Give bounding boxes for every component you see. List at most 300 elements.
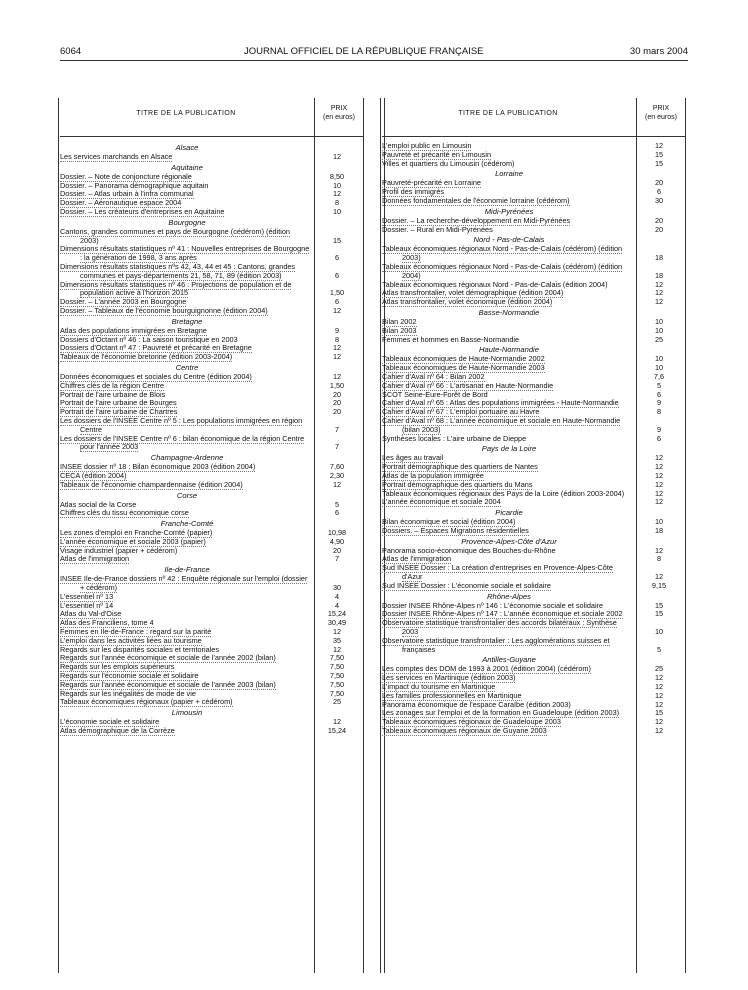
publication-price: 12 (654, 673, 664, 683)
publication-title: Regards sur les inégalités de mode de vie (60, 689, 196, 698)
publication-price: 1,50 (329, 380, 345, 390)
publication-title: Dimensions résultats statistiques nº 46 : Projections de population et de population active à l'horizon 2015 (60, 280, 292, 298)
price-column-label: PRIX (en euros) (323, 105, 355, 121)
publication-row (60, 463, 364, 472)
publication-row (60, 628, 364, 637)
publication-price: 20 (332, 389, 342, 399)
publication-row (60, 646, 364, 655)
publication-row (382, 408, 686, 417)
publication-price: 18 (654, 525, 664, 535)
publication-title: Atlas de l'immigration (382, 555, 452, 564)
publication-row (382, 263, 686, 281)
publication-title: Dossiers d'Octant nº 47 : Pauvreté et précarité en Bretagne (60, 344, 252, 353)
publication-row (60, 344, 364, 353)
publication-row (60, 727, 364, 736)
region-heading: Champagne-Ardenne (150, 453, 224, 463)
publication-title: L'essentiel nº 14 (60, 601, 114, 610)
publication-row (382, 610, 686, 619)
publication-row (60, 529, 364, 538)
page-header (60, 46, 688, 60)
publication-row (60, 501, 364, 510)
publication-row (382, 490, 686, 499)
publication-row (382, 318, 686, 327)
publication-title: Tableaux économiques de Haute-Normandie 2002 (382, 355, 545, 364)
publication-title: CECA (édition 2004) (60, 471, 127, 480)
publication-row (60, 199, 364, 208)
publication-title: Dossier. – Note de conjoncture régionale (60, 172, 192, 181)
publication-title: Atlas transfrontalier, volet démographique (édition 2004) (382, 289, 564, 298)
publication-price: 35 (332, 635, 342, 645)
publication-title: Tableaux de l'économie champardennaise (édition 2004) (60, 480, 243, 489)
publication-title: Atlas des Franciliens, tome 4 (60, 619, 154, 628)
publication-row (60, 173, 364, 182)
publication-price: 15 (332, 235, 342, 245)
publication-title: Dossier. – Rural en Midi-Pyrénées (382, 225, 493, 234)
publication-title: Atlas transfrontalier, volet économique (édition 2004) (382, 298, 553, 307)
publication-title: Les zonages sur l'emploi et de la formation en Guadeloupe (édition 2003) (382, 709, 620, 718)
publication-row (382, 727, 686, 736)
publication-title: Dossier. – Les créateurs d'entreprises en Aquitaine (60, 207, 225, 216)
publication-price: 12 (654, 497, 664, 507)
publication-title: Atlas social de la Corse (60, 500, 137, 509)
publication-price: 6 (334, 297, 340, 307)
publication-row (382, 619, 686, 637)
publication-price: 10 (332, 180, 342, 190)
publication-row (382, 197, 686, 206)
publication-title: Regards sur les emplois supérieurs (60, 663, 175, 672)
publication-price: 20 (332, 398, 342, 408)
publication-title: Données économiques et sociales du Centre (édition 2004) (60, 372, 252, 381)
publication-price: 25 (332, 697, 342, 707)
region-heading: Franche-Comté (160, 519, 214, 529)
publication-row (60, 672, 364, 681)
region-heading: Midi-Pyrénées (484, 206, 534, 216)
publication-price: 12 (654, 279, 664, 289)
publication-price: 6 (334, 508, 340, 518)
publication-price: 12 (654, 297, 664, 307)
publication-price: 12 (332, 352, 342, 362)
region-heading: Lorraine (495, 169, 523, 179)
publication-title: Dossier INSEE Rhône-Alpes nº 146 : L'économie sociale et solidaire (382, 601, 604, 610)
publication-title: Les services en Martinique (édition 2003) (382, 674, 516, 683)
publication-title: L'emploi public en Limousin (382, 142, 472, 150)
publication-price: 15 (654, 158, 664, 168)
region-heading: Bretagne (171, 316, 203, 326)
publication-title: Cahier d'Aval nº 64 : Bilan 2002 (382, 372, 485, 381)
publication-title: Observatoire statistique transfrontalier des accords bilatéraux : Synthèse 2003 (382, 619, 617, 637)
publication-row (60, 698, 364, 707)
region-heading: Limousin (171, 708, 203, 718)
publication-row (382, 226, 686, 235)
publication-title: Dimensions résultats statistiques nº 41 : Nouvelles entreprises de Bourgogne : la génération de 1998, 3 ans après (60, 245, 310, 263)
publication-row (60, 718, 364, 727)
publication-title: Dossier. – Tableaux de l'économie bourguignonne (édition 2004) (60, 306, 268, 315)
publication-title: Dossier. – L'année 2003 en Bourgogne (60, 298, 187, 307)
publication-row (60, 245, 364, 263)
publication-price: 15 (654, 600, 664, 610)
publication-price: 18 (654, 253, 664, 263)
publication-row (60, 593, 364, 602)
publication-title: Regards sur l'économie sociale et solidaire (60, 672, 199, 681)
publication-price: 5 (656, 644, 662, 654)
publication-price: 12 (332, 479, 342, 489)
column-header (60, 98, 364, 137)
publication-title: Tableaux économiques régionaux Nord - Pas-de-Calais (cédérom) (édition 2003) (382, 245, 623, 263)
publication-title: L'année économique et sociale 2003 (papier) (60, 537, 206, 546)
publication-title: Les dossiers de l'INSEE Centre nº 6 : bilan économique de la région Centre pour l'année 2003 (60, 434, 305, 452)
left-column (60, 98, 364, 973)
publication-row (60, 327, 364, 336)
publication-title: Les zones d'emploi en Franche-Comté (papier) (60, 529, 213, 538)
publication-title: Villes et quartiers du Limousin (cédérom) (382, 159, 515, 168)
publication-price: 12 (654, 288, 664, 298)
publication-title: Regards sur les disparités sociales et territoriales (60, 645, 219, 654)
publication-price: 7,50 (329, 688, 345, 698)
publication-price: 25 (654, 664, 664, 674)
publication-title: Tableaux de l'économie bretonne (édition 2003-2004) (60, 353, 233, 362)
publication-title: L'impact du tourisme en Martinique (382, 683, 496, 692)
publication-title: Visage industriel (papier + cédérom) (60, 546, 178, 555)
publication-row (60, 391, 364, 400)
publication-price: 15 (654, 609, 664, 619)
publication-row (60, 382, 364, 391)
publication-title: Cahier d'Aval nº 67 : L'emploi portuaire au Havre (382, 408, 540, 417)
publication-price: 12 (654, 572, 664, 582)
publication-row (382, 364, 686, 373)
publication-title: Atlas démographique de la Corrèze (60, 727, 175, 736)
publication-price: 7,60 (329, 462, 345, 472)
publication-row (382, 582, 686, 591)
publication-price: 5 (656, 380, 662, 390)
publication-price: 10 (654, 627, 664, 637)
publication-title: Dossier. – Aéronautique espace 2004 (60, 199, 182, 208)
publication-price: 25 (654, 334, 664, 344)
publication-price: 8 (656, 407, 662, 417)
header-rule (60, 60, 688, 61)
publication-price: 15,24 (327, 726, 347, 736)
publication-price: 12 (654, 690, 664, 700)
publication-price: 12 (332, 305, 342, 315)
publication-price: 7,50 (329, 671, 345, 681)
publication-title: Atlas de l'immigration (60, 555, 130, 564)
publication-row (382, 417, 686, 435)
publication-price: 12 (654, 453, 664, 463)
region-heading: Corse (176, 490, 198, 500)
publication-title: Portrait de l'aire urbaine de Blois (60, 390, 166, 399)
publication-row (60, 190, 364, 199)
publication-row (382, 555, 686, 564)
publication-row (382, 454, 686, 463)
publication-row (60, 509, 364, 518)
publication-title: Dossier. – Panorama démographique aquitain (60, 181, 209, 190)
publication-row (60, 208, 364, 217)
publication-price: 12 (654, 462, 664, 472)
publication-row (60, 417, 364, 435)
publication-price: 20 (332, 407, 342, 417)
publication-row (60, 408, 364, 417)
publication-title: Portrait démographique des quartiers du Mans (382, 480, 533, 489)
publication-row (382, 289, 686, 298)
publication-title: INSEE Ile-de-France dossiers nº 42 : Enquête régionale sur l'emploi (dossier + cédérom) (60, 575, 308, 593)
issue-date: 30 mars 2004 (629, 46, 688, 57)
publication-title: Femmes en Ile-de-France : regard sur la parité (60, 628, 212, 637)
publication-row (382, 281, 686, 290)
publication-title: Tableaux économiques régionaux (papier + cédérom) (60, 698, 233, 707)
publication-title: Les comptes des DOM de 1993 à 2001 (édition 2004) (cédérom) (382, 665, 591, 674)
region-heading: Nord - Pas-de-Calais (473, 235, 545, 245)
publication-price: 12 (654, 717, 664, 727)
publication-title: Pauvreté-précarité en Lorraine (382, 179, 481, 188)
publication-price: 7 (334, 442, 340, 452)
publication-price: 9 (656, 398, 662, 408)
publication-price: 20 (654, 178, 664, 188)
publication-price: 20 (654, 224, 664, 234)
publication-row (60, 298, 364, 307)
publication-price: 15,24 (327, 609, 347, 619)
publication-title: Tableaux économiques régionaux de Guadeloupe 2003 (382, 718, 561, 727)
publication-title: Tableaux économiques régionaux des Pays de la Loire (édition 2003-2004) (382, 489, 625, 498)
publication-row (60, 619, 364, 628)
publication-price: 9,15 (651, 580, 667, 590)
publication-price: 6 (656, 389, 662, 399)
publication-row (382, 701, 686, 710)
frame-line (380, 98, 381, 973)
publication-row (382, 665, 686, 674)
region-heading: Aquitaine (171, 162, 203, 172)
column-header (382, 98, 686, 137)
publication-title: Portrait démographique des quartiers de Nantes (382, 463, 538, 472)
publication-list (382, 142, 686, 736)
publication-title: Regards sur l'année économique et sociale de l'année 2002 (bilan) (60, 654, 276, 663)
publication-title: L'emploi dans les activités liées au tourisme (60, 636, 202, 645)
publication-title: Cahier d'Aval nº 65 : Atlas des populations immigrées - Haute-Normandie (382, 399, 619, 408)
publication-row (60, 281, 364, 299)
publication-row (60, 637, 364, 646)
publication-row (60, 654, 364, 663)
publication-row (60, 575, 364, 593)
publication-row (382, 382, 686, 391)
publication-price: 10 (654, 517, 664, 527)
publication-row (382, 327, 686, 336)
publication-price: 8 (656, 554, 662, 564)
publication-row (382, 399, 686, 408)
title-column-label: TITRE DE LA PUBLICATION (458, 110, 558, 117)
publication-price: 8 (334, 334, 340, 344)
publication-price: 12 (654, 726, 664, 736)
frame-line (58, 98, 59, 973)
publication-row (382, 435, 686, 444)
publication-row (60, 182, 364, 191)
publication-title: Bilan 2002 (382, 317, 417, 326)
publication-title: Pauvreté et précarité en Limousin (382, 150, 492, 159)
publication-title: Tableaux économiques régionaux de Guyane 2003 (382, 727, 547, 736)
publication-title: INSEE dossier nº 18 : Bilan économique 2003 (édition 2004) (60, 463, 256, 472)
publication-row (60, 538, 364, 547)
publication-row (60, 153, 364, 162)
publication-price: 4 (334, 591, 340, 601)
journal-title: JOURNAL OFFICIEL DE LA RÉPUBLIQUE FRANÇAISE (244, 46, 484, 57)
publication-row (60, 602, 364, 611)
region-heading: Bourgogne (168, 217, 206, 227)
publication-list (60, 142, 364, 736)
publication-title: Atlas du Val-d'Oise (60, 610, 122, 619)
publication-row (60, 228, 364, 246)
publication-price: 12 (654, 699, 664, 709)
publication-price: 10 (654, 316, 664, 326)
publication-row (382, 518, 686, 527)
publication-price: 12 (332, 371, 342, 381)
publication-price: 30 (332, 583, 342, 593)
publication-title: Profil des immigrés (382, 188, 445, 197)
publication-title: Chiffres clés de la région Centre (60, 381, 165, 390)
publication-price: 12 (654, 470, 664, 480)
publication-title: Tableaux économiques régionaux Nord - Pas-de-Calais (édition 2004) (382, 280, 608, 289)
publication-title: SCOT Seine-Eure-Forêt de Bord (382, 390, 488, 399)
publication-price: 12 (332, 343, 342, 353)
publication-price: 6 (656, 187, 662, 197)
publication-price: 6 (334, 253, 340, 263)
publication-row (382, 463, 686, 472)
publication-title: Regards sur l'année économique et sociale de l'année 2003 (bilan) (60, 680, 276, 689)
publication-row (382, 355, 686, 364)
publication-row (60, 690, 364, 699)
publication-price: 12 (654, 682, 664, 692)
publication-price: 10 (654, 325, 664, 335)
publication-row (382, 564, 686, 582)
publication-title: Bilan économique et social (édition 2004) (382, 518, 516, 527)
publication-row (382, 336, 686, 345)
publication-row (60, 481, 364, 490)
publication-price: 10 (332, 206, 342, 216)
publication-title: Données fondamentales de l'économie lorraine (cédérom) (382, 196, 570, 205)
region-heading: Provence-Alpes-Côte d'Azur (461, 536, 557, 546)
publication-row (382, 481, 686, 490)
publication-price: 12 (654, 488, 664, 498)
publication-title: Femmes et hommes en Basse-Normandie (382, 335, 520, 344)
publication-price: 12 (654, 141, 664, 150)
publication-row (60, 610, 364, 619)
publication-row (382, 391, 686, 400)
publication-price: 7,50 (329, 679, 345, 689)
publication-title: L'économie sociale et solidaire (60, 718, 160, 727)
publication-price: 12 (332, 627, 342, 637)
publication-title: Observatoire statistique transfrontalier : Les agglomérations suisses et françaises (382, 636, 610, 654)
publication-row (382, 547, 686, 556)
publication-price: 15 (654, 149, 664, 159)
price-column-label: PRIX (en euros) (645, 105, 677, 121)
publication-row (60, 681, 364, 690)
publication-price: 1,50 (329, 288, 345, 298)
publication-row (382, 709, 686, 718)
publication-price: 9 (656, 424, 662, 434)
publication-price: 7,50 (329, 662, 345, 672)
region-heading: Rhône-Alpes (487, 591, 531, 601)
publication-row (60, 307, 364, 316)
publication-row (382, 217, 686, 226)
publication-row (60, 399, 364, 408)
publication-row (382, 245, 686, 263)
publication-price: 30 (654, 195, 664, 205)
publication-title: Sud INSEE Dossier : L'économie sociale et solidaire (382, 581, 551, 590)
publication-title: Atlas des populations immigrées en Bretagne (60, 326, 207, 335)
publication-price: 12 (654, 479, 664, 489)
publication-row (60, 663, 364, 672)
publication-title: Portrait de l'aire urbaine de Bourges (60, 399, 177, 408)
publication-title: Sud INSEE Dossier : La création d'entreprises en Provence-Alpes-Côte d'Azur (382, 564, 613, 582)
publication-row (382, 674, 686, 683)
publication-title: Dossier. – La recherche-développement en Midi-Pyrénées (382, 216, 571, 225)
publication-title: Cahier d'Aval nº 66 : L'artisanat en Haute-Normandie (382, 381, 554, 390)
publication-row (382, 298, 686, 307)
publication-price: 12 (332, 644, 342, 654)
publication-price: 12 (332, 717, 342, 727)
publication-price: 10 (654, 363, 664, 373)
publication-price: 8 (334, 198, 340, 208)
publication-row (60, 435, 364, 453)
publication-price: 6 (656, 433, 662, 443)
publication-row (382, 160, 686, 169)
publication-title: Dimensions résultats statistiques nºs 42, 43, 44 et 45 : Cantons, grandes communes et pays-départements 21, 58, 71, 89 (édition 2003) (60, 262, 296, 280)
publication-row (382, 718, 686, 727)
publication-row (382, 472, 686, 481)
publication-price: 12 (332, 189, 342, 199)
publication-price: 10 (654, 354, 664, 364)
publication-title: Chiffres clés du tissu économique corse (60, 509, 189, 518)
publication-price: 20 (654, 215, 664, 225)
publication-price: 7 (334, 424, 340, 434)
publication-title: L'essentiel nº 13 (60, 592, 114, 601)
publication-row (60, 336, 364, 345)
title-column-label: TITRE DE LA PUBLICATION (136, 110, 236, 117)
publication-row (60, 472, 364, 481)
publication-row (60, 353, 364, 362)
publication-price: 7,50 (329, 653, 345, 663)
publication-price: 30,49 (327, 618, 347, 628)
region-heading: Antilles-Guyane (482, 655, 536, 665)
publication-title: Dossiers d'Octant nº 46 : La saison touristique en 2003 (60, 335, 238, 344)
publication-price: 18 (654, 270, 664, 280)
right-column (382, 98, 686, 973)
publication-title: Tableaux économiques de Haute-Normandie 2003 (382, 364, 545, 373)
publication-title: Les dossiers de l'INSEE Centre nº 5 : Les populations immigrées en région Centre (60, 416, 303, 434)
publication-title: Portrait de l'aire urbaine de Chartres (60, 408, 178, 417)
publication-row (382, 188, 686, 197)
publication-price: 12 (654, 545, 664, 555)
publication-title: Les familles professionnelles en Martinique (382, 691, 522, 700)
region-heading: Alsace (175, 143, 199, 152)
publication-price: 8,50 (329, 171, 345, 181)
publication-title: Cantons, grandes communes et pays de Bourgogne (cédérom) (édition 2003) (60, 227, 290, 245)
publication-row (382, 683, 686, 692)
publication-price: 15 (654, 708, 664, 718)
publication-price: 10,98 (327, 528, 347, 538)
publication-title: Atlas de la population immigrée (382, 471, 484, 480)
publication-row (60, 555, 364, 564)
publication-row (382, 498, 686, 507)
publication-price: 20 (332, 545, 342, 555)
publication-row (382, 179, 686, 188)
publication-price: 9 (334, 325, 340, 335)
publication-title: Tableaux économiques régionaux Nord - Pas-de-Calais (cédérom) (édition 2004) (382, 262, 623, 280)
publication-title: Synthèses locales : L'aire urbaine de Dieppe (382, 434, 527, 443)
publication-title: Dossier. – Atlas urbain à l'infra communal (60, 190, 194, 199)
publication-title: Cahier d'Aval nº 68 : L'année économique et sociale en Haute-Normandie (bilan 2003) (382, 416, 621, 434)
region-heading: Basse-Normandie (478, 307, 540, 317)
publication-price: 4 (334, 600, 340, 610)
publication-price: 12 (332, 152, 342, 161)
publication-price: 2,30 (329, 470, 345, 480)
region-heading: Ile-de-France (164, 565, 210, 575)
